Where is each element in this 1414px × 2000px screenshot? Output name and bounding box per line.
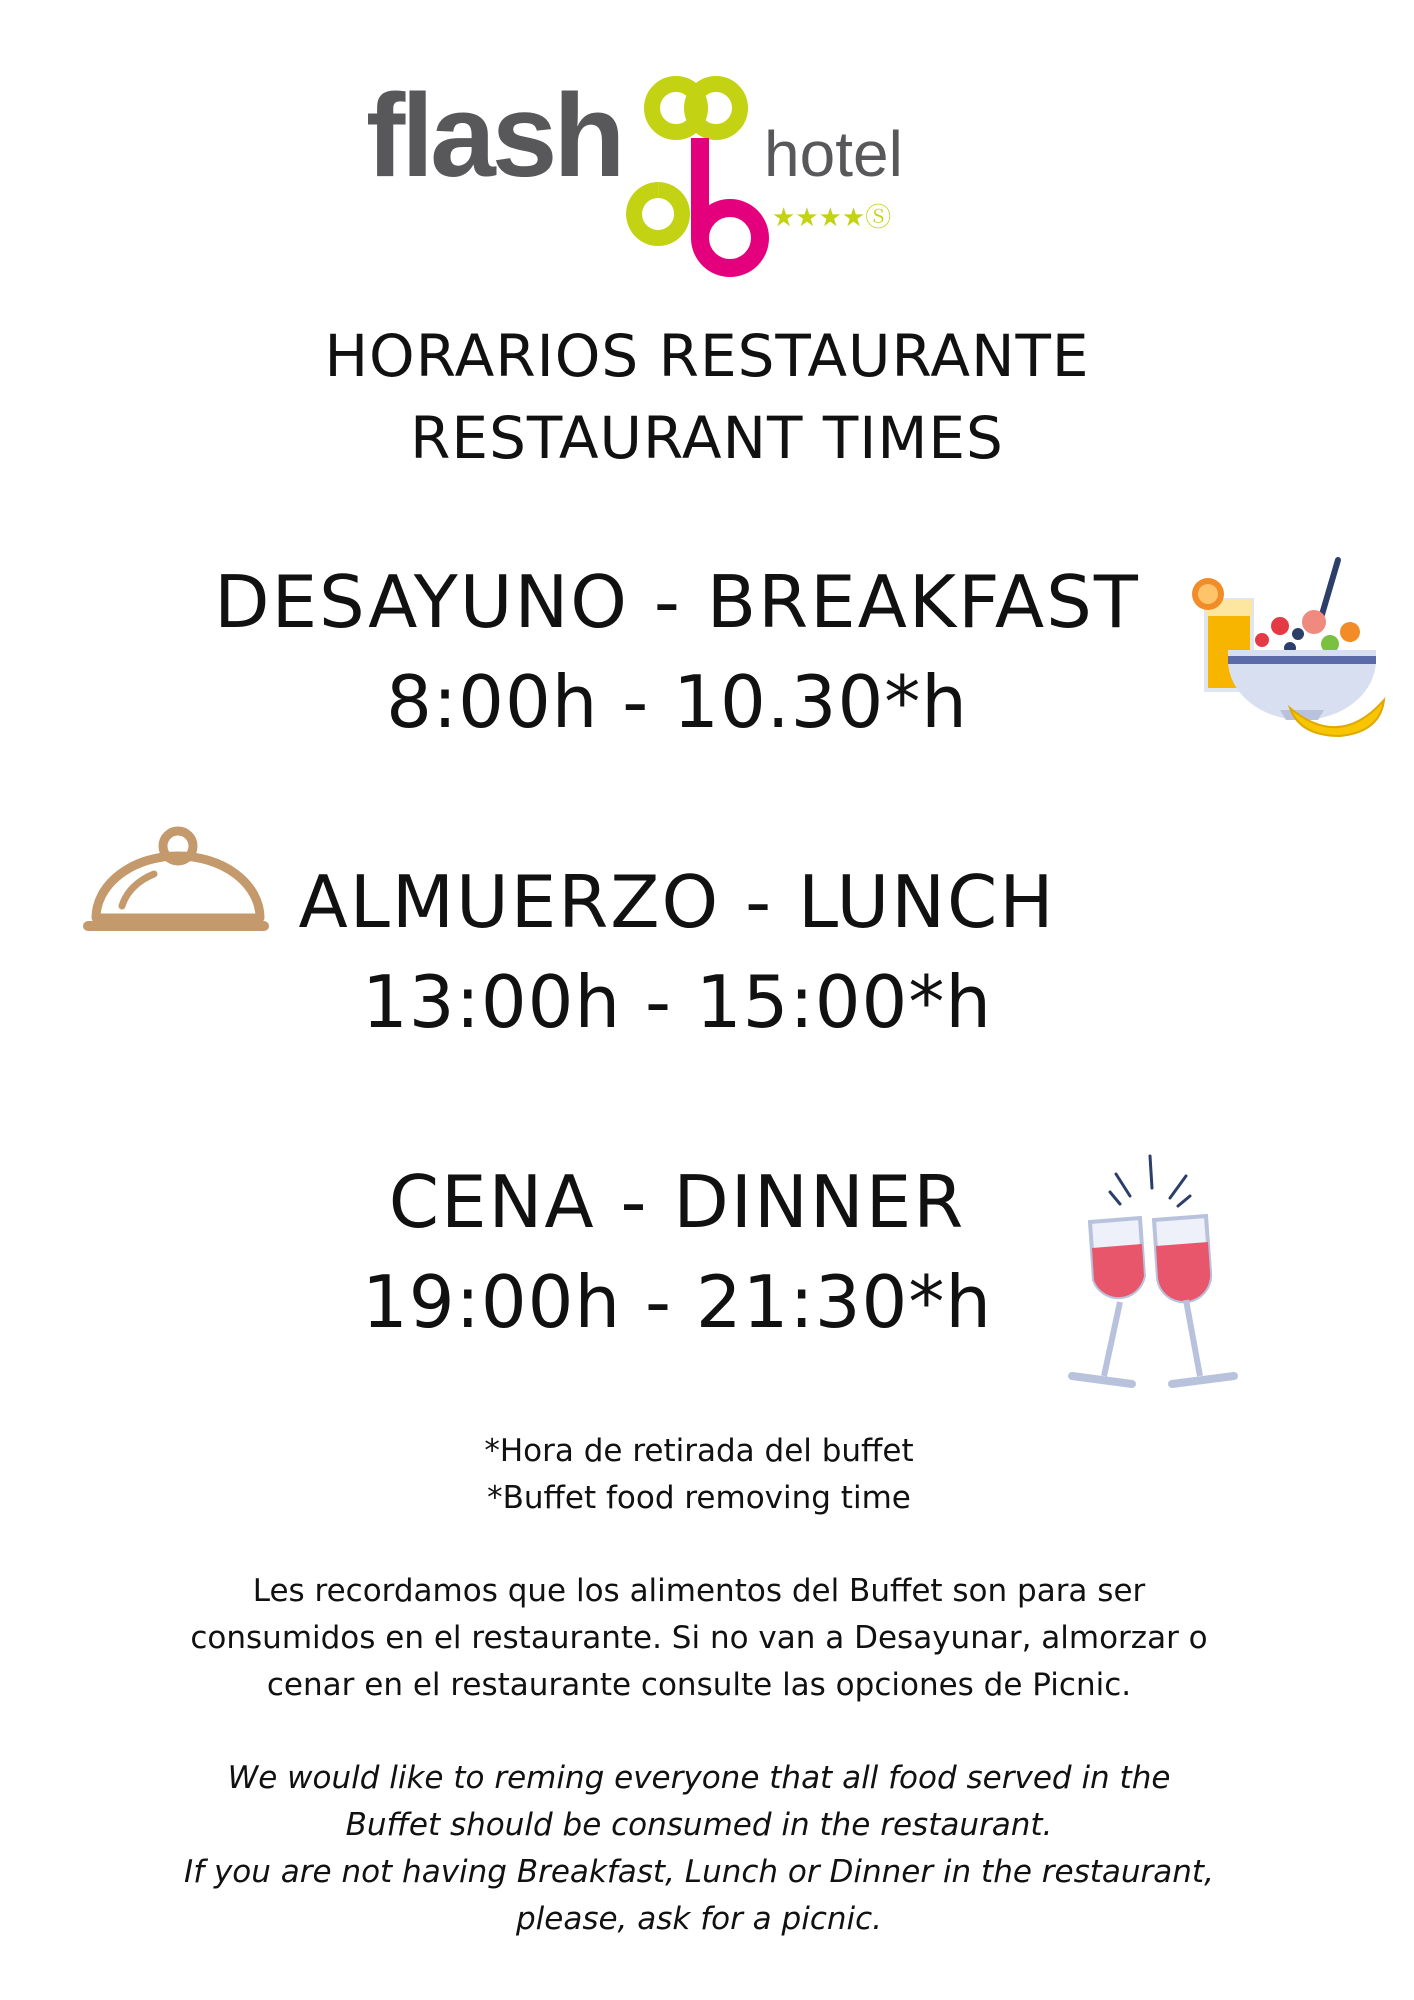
breakfast-time: 8:00h - 10.30*h — [386, 660, 968, 744]
logo-hotel-text: hotel — [764, 118, 903, 190]
cloche-icon — [84, 826, 266, 934]
page-title-en: RESTAURANT TIMES — [410, 404, 1004, 472]
lunch-time: 13:00h - 15:00*h — [361, 960, 992, 1044]
reminder-en-line-4: please, ask for a picnic. — [515, 1901, 883, 1937]
logo-rating: ★★★★Ⓢ — [772, 203, 892, 233]
breakfast-bowl-icon — [1190, 560, 1380, 735]
wine-toast-icon — [1050, 1156, 1245, 1386]
breakfast-title: DESAYUNO - BREAKFAST — [214, 560, 1140, 644]
asterisk-note-es: *Hora de retirada del buffet — [484, 1433, 914, 1469]
dinner-time: 19:00h - 21:30*h — [361, 1260, 992, 1344]
reminder-es-line-3: cenar en el restaurante consulte las opciones de Picnic. — [266, 1667, 1132, 1703]
reminder-es-line-2: consumidos en el restaurante. Si no van a Desayunar, almorzar o — [190, 1620, 1208, 1656]
reminder-es-line-1: Les recordamos que los alimentos del Buffet son para ser — [252, 1573, 1146, 1609]
logo-brand-text: flash — [366, 70, 622, 202]
page-title-es: HORARIOS RESTAURANTE — [324, 322, 1090, 390]
flash-hotel-logo-graphic — [366, 70, 926, 263]
reminder-en-line-1: We would like to reming everyone that all food served in the — [227, 1760, 1171, 1796]
reminder-en-line-3: If you are not having Breakfast, Lunch or Dinner in the restaurant, — [184, 1854, 1214, 1890]
reminder-en-line-2: Buffet should be consumed in the restaurant. — [345, 1807, 1053, 1843]
asterisk-note-en: *Buffet food removing time — [487, 1480, 911, 1516]
lunch-title: ALMUERZO - LUNCH — [298, 860, 1056, 944]
flash-hotel-logo — [366, 70, 926, 263]
dinner-title: CENA - DINNER — [388, 1160, 966, 1244]
